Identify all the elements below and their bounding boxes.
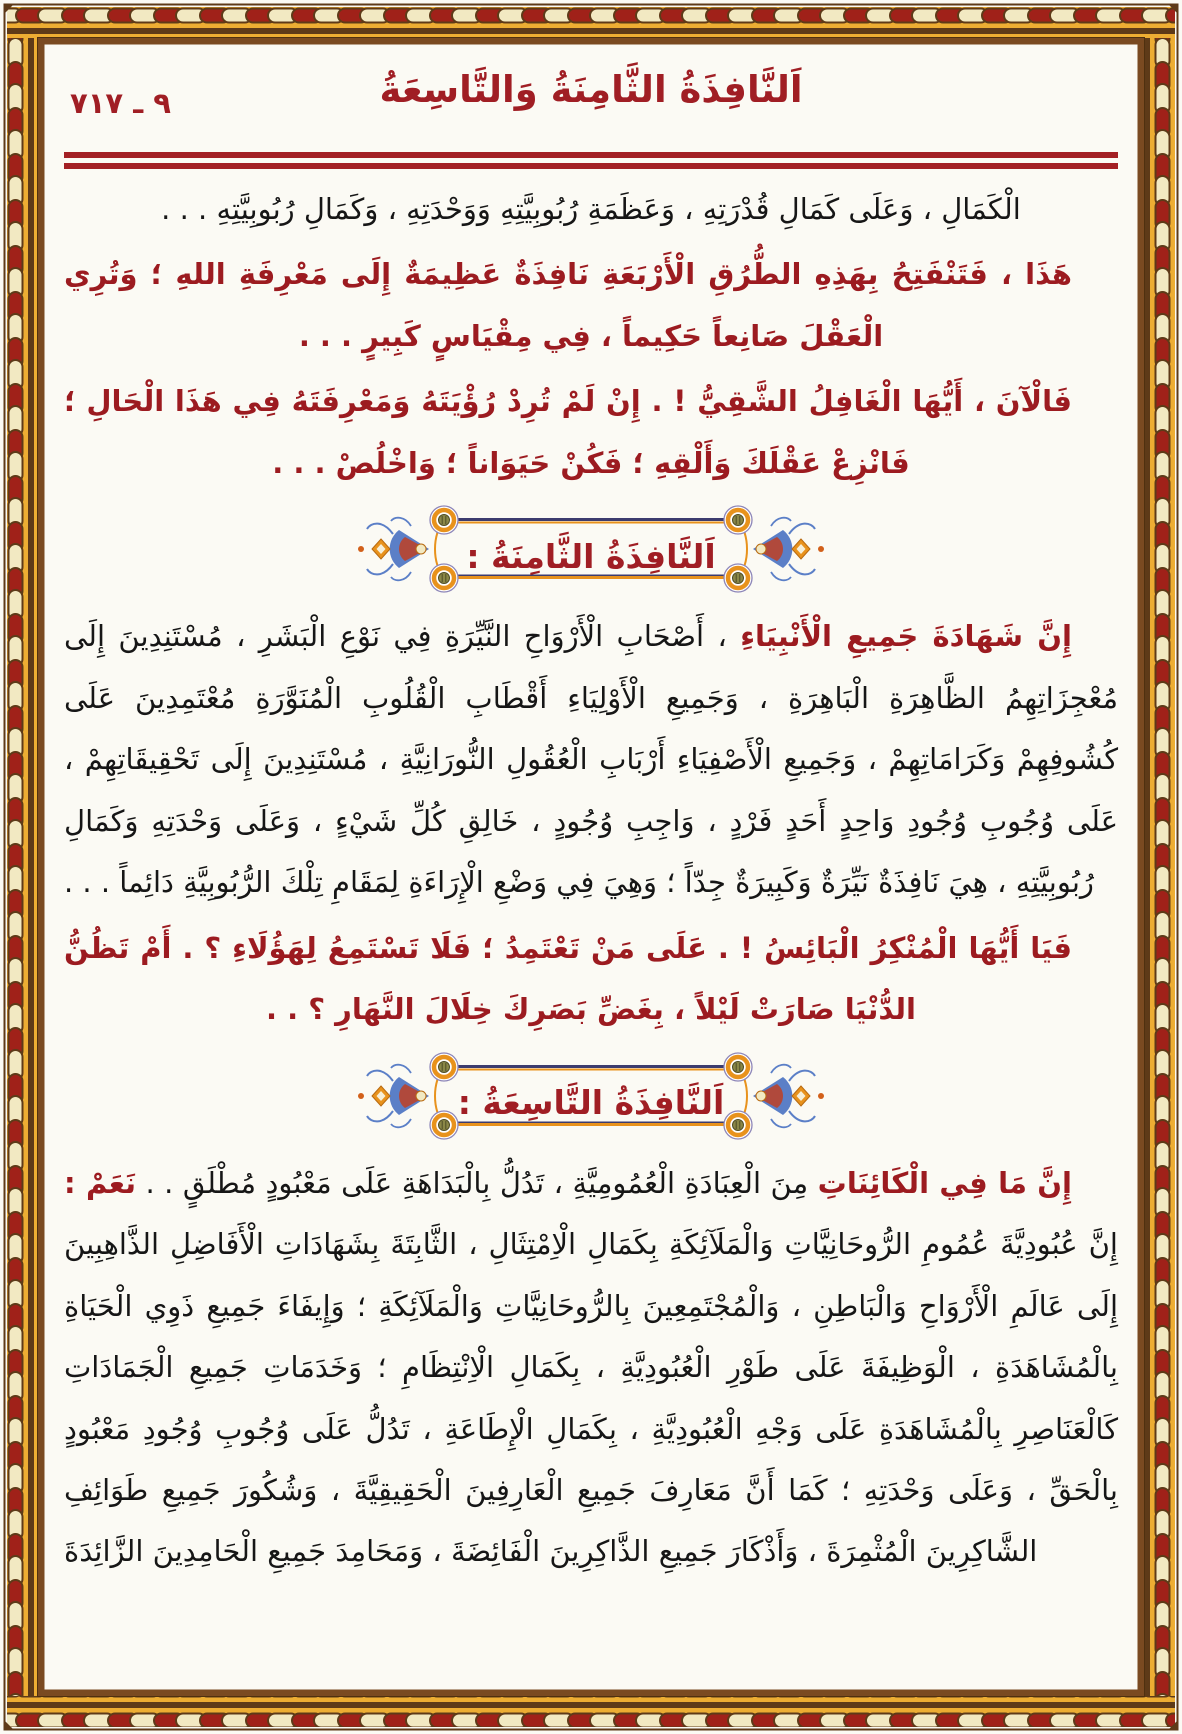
title-divider-rule [64, 152, 1118, 169]
paragraph-eighth-window-body [64, 606, 1118, 913]
text-segment-red: إِنَّ شَهَادَةَ جَمِيعِ الْأَنْبِيَاءِ [740, 619, 1072, 654]
page-title: اَلنَّافِذَةُ الثَّامِنَةُ وَالتَّاسِعَةُ [379, 68, 803, 111]
section-eighth-window [341, 504, 841, 594]
paragraph-address-heedless: فَالْآنَ ، أَيُّهَا الْغَافِلُ الشَّقِيُّ ! . إِنْ لَمْ تُرِدْ رُؤْيَتَهُ وَمَعْرِفَتَهُ فِي هَذَا الْحَالِ ؛ فَانْزِعْ عَقْلَكَ وَأَلْقِهِ ؛ فَكُنْ حَيَوَاناً ؛ وَاخْلُصْ . . . [64, 384, 1072, 480]
text-segment-red: إِنَّ مَا فِي الْكَائِنَاتِ [817, 1165, 1072, 1200]
section-heading-eighth-window: اَلنَّافِذَةُ الثَّامِنَةُ : [466, 536, 716, 576]
paragraph-ninth-window-body [64, 1153, 1118, 1583]
text-segment-red: نَعَمْ : [64, 1165, 136, 1200]
text-segment-black: ، أَصْحَابِ الْأَرْوَاحِ النَّيِّرَةِ فِي نَوْعِ الْبَشَرِ ، مُسْتَنِدِينَ إِلَى مُعْجِزَاتِهِمُ الظَّاهِرَةِ الْبَاهِرَةِ ، وَجَمِيعِ الْأَوْلِيَاءِ أَقْطَابِ الْقُلُوبِ الْمُنَوَّرَةِ مُعْتَمِدِينَ عَلَى كُشُوفِهِمْ وَكَرَامَاتِهِمْ ، وَجَمِيعِ الْأَصْفِيَاءِ أَرْبَابِ الْعُقُولِ النُّورَانِيَّةِ ، مُسْتَنِدِينَ إِلَى تَحْقِيقَاتِهِمْ ، عَلَى وُجُوبِ وُجُودِ وَاحِدٍ أَحَدٍ فَرْدٍ ، وَاجِبِ وُجُودٍ ، خَالِقِ كُلِّ شَيْءٍ ، وَعَلَى وَحْدَتِهِ وَكَمَالِ رُبُوبِيَّتِهِ ، هِيَ نَافِذَةٌ نَيِّرَةٌ وَكَبِيرَةٌ جِدّاً ؛ وَهِيَ فِي وَضْعِ الْإِرَاءَةِ لِمَقَامِ تِلْكَ الرُّبُوبِيَّةِ دَائِماً . . . [64, 619, 1118, 900]
text-segment-black: مِنَ الْعِبَادَةِ الْعُمُومِيَّةِ ، تَدُلُّ بِالْبَدَاهَةِ عَلَى مَعْبُودٍ مُطْلَقٍ . . [135, 1165, 818, 1200]
page-number: ٩ ـ ٧١٧ [70, 86, 171, 120]
paragraph-address-denier: فَيَا أَيُّهَا الْمُنْكِرُ الْبَائِسُ ! . عَلَى مَنْ تَعْتَمِدُ ؛ فَلَا تَسْتَمِعُ لِهَؤُلَاءِ ؟ . أَمْ تَظُنُّ الدُّنْيَا صَارَتْ لَيْلاً ، بِغَضِّ بَصَرِكَ خِلَالَ النَّهَارِ ؟ . . [64, 930, 1072, 1027]
paragraph-continuation: الْكَمَالِ ، وَعَلَى كَمَالِ قُدْرَتِهِ ، وَعَظَمَةِ رُبُوبِيَّتِهِ وَوَحْدَتِهِ ، وَكَمَالِ رُبُوبِيَّتِهِ . . . [161, 192, 1021, 226]
page-content [44, 44, 1138, 1690]
page-header [64, 56, 1118, 148]
section-ninth-window [341, 1051, 841, 1141]
paragraph-four-paths: هَذَا ، فَتَنْفَتِحُ بِهَذِهِ الطُّرُقِ الْأَرْبَعَةِ نَافِذَةٌ عَظِيمَةٌ إِلَى مَعْرِفَةِ اللهِ ؛ وَتُرِي الْعَقْلَ صَانِعاً حَكِيماً ، فِي مِقْيَاسٍ كَبِيرٍ . . . [64, 257, 1072, 353]
text-segment-black: إِنَّ عُبُودِيَّةَ عُمُومِ الرُّوحَانِيَّاتِ وَالْمَلَآئِكَةِ بِكَمَالِ الْاِمْتِثَالِ ، الثَّابِتَةَ بِشَهَادَاتِ الْأَفَاضِلِ الذَّاهِبِينَ إِلَى عَالَمِ الْأَرْوَاحِ وَالْبَاطِنِ ، وَالْمُجْتَمِعِينَ بِالرُّوحَانِيَّاتِ وَالْمَلَآئِكَةِ ؛ وَإِيفَاءَ جَمِيعِ ذَوِي الْحَيَاةِ بِالْمُشَاهَدَةِ ، الْوَظِيفَةَ عَلَى طَوْرِ الْعُبُودِيَّةِ ، بِكَمَالِ الْاِنْتِظَامِ ؛ وَخَدَمَاتِ جَمِيعِ الْجَمَادَاتِ كَالْعَنَاصِرِ بِالْمُشَاهَدَةِ عَلَى وَجْهِ الْعُبُودِيَّةِ ، بِكَمَالِ الْإِطَاعَةِ ، تَدُلُّ عَلَى وُجُوبِ وُجُودِ مَعْبُودٍ بِالْحَقِّ ، وَعَلَى وَحْدَتِهِ ؛ كَمَا أَنَّ مَعَارِفَ جَمِيعِ الْعَارِفِينَ الْحَقِيقِيَّةَ ، وَشُكُورَ جَمِيعِ طَوَائِفِ الشَّاكِرِينَ الْمُثْمِرَةَ ، وَأَذْكَارَ جَمِيعِ الذَّاكِرِينَ الْفَائِضَةَ ، وَمَحَامِدَ جَمِيعِ الْحَامِدِينَ الزَّائِدَةَ [64, 1227, 1118, 1569]
section-heading-ninth-window: اَلنَّافِذَةُ التَّاسِعَةُ : [457, 1083, 725, 1123]
